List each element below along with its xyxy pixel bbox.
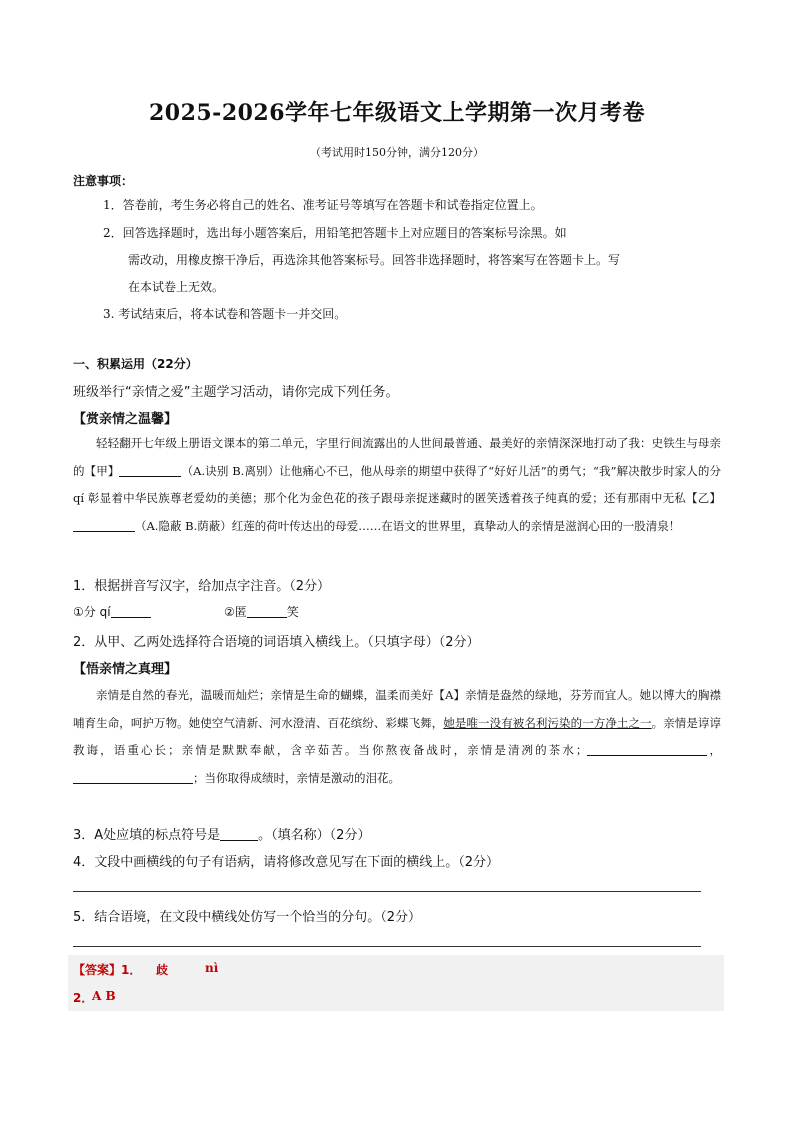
passage-1-text-a: 轻轻翻开七年级上册语文课本的第二单元，字里行间流露出的人世间最普通、最美好的亲情深深地打动了我：史铁生与母亲的【甲】: [73, 436, 721, 478]
passage-2: [73, 682, 721, 792]
answer-2-label: 2．: [73, 991, 94, 1005]
notice-item-2-line-2: 需改动，用橡皮擦干净后，再选涂其他答案标号。回答非选择题时，将答案写在答题卡上。写: [128, 253, 621, 267]
question-1-item-a: [73, 603, 151, 620]
question-2: 2．从甲、乙两处选择符合语境的词语填入横线上。（只填字母）（2分）: [73, 635, 480, 650]
notice-item-1: 1．答卷前，考生务必将自己的姓名、准考证号等填写在答题卡和试卷指定位置上。: [103, 198, 543, 212]
question-3-text-b: 。（填名称）（2分）: [258, 828, 371, 843]
answer-row-2: [68, 983, 724, 1011]
answer-label: 【答案】1．: [73, 963, 142, 977]
question-1-item-b: [224, 603, 299, 620]
passage-1: [73, 430, 721, 540]
answer-1-pinyin: nì: [205, 961, 219, 975]
passage-2-text-b: 。亲情是谆谆教诲，语重心长；亲情是默默奉献，含辛茹苦。当你熬夜备战时，亲情是清冽的茶水；: [73, 715, 722, 757]
answer-1-char: 歧: [156, 963, 169, 977]
answer-2-value: A B: [92, 989, 116, 1003]
notice-item-3: 3. 考试结束后，将本试卷和答题卡一并交回。: [103, 307, 347, 321]
question-3-text-a: 3．A处应填的标点符号是: [73, 828, 221, 843]
question-5: 5．结合语境，在文段中横线处仿写一个恰当的分句。（2分）: [73, 910, 422, 925]
exam-duration-note: （考试用时150分钟，满分120分）: [310, 146, 484, 159]
passage-2-text-d: ；当你取得成绩时，亲情是激动的泪花。: [193, 770, 400, 785]
question-4: 4．文段中画横线的句子有语病，请将修改意见写在下面的横线上。（2分）: [73, 855, 500, 870]
imitation-blank-2: [73, 769, 193, 784]
answer-blank: [220, 826, 258, 841]
answer-line: [73, 891, 701, 892]
passage-2-text-c: ，: [707, 743, 721, 757]
imitation-blank-1: [587, 741, 707, 756]
notice-heading: 注意事项：: [73, 174, 134, 188]
passage-1-text-c: （A.隐蔽 B.荫蔽）红莲的荷叶传达出的母爱……在语文的世界里，真挚动人的亲情是滋润心田的一股清泉！: [135, 518, 681, 533]
answer-blank: [247, 603, 287, 618]
passage-2-text-a: 亲情是自然的春光，温暖而灿烂；亲情是生命的蝴蝶，温柔而美好【A】亲情是盎然的绿地，芬芳而宜人。她以博大的胸襟哺育生命，呵护万物。她使空气清新、河水澄清、百花缤纷、彩蝶飞舞，: [73, 688, 721, 730]
question-1: 1．根据拼音写汉字，给加点字注音。（2分）: [73, 579, 331, 594]
underlined-sentence: 她是唯一没有被名利污染的一方净土之一: [443, 715, 652, 730]
question-3: [73, 824, 370, 843]
question-1-item-b-tail: 笑: [286, 605, 299, 619]
question-1-item-a-label: ①分 qí: [73, 605, 111, 619]
blank-jia: [119, 462, 181, 477]
notice-item-2-line-3: 在本试卷上无效。: [128, 280, 225, 294]
part-2-title: 【悟亲情之真理】: [73, 662, 178, 677]
question-1-item-b-label: ②匿: [224, 605, 247, 619]
notice-item-2-line-1: 2．回答选择题时，选出每小题答案后，用铅笔把答题卡上对应题目的答案标号涂黑。如: [103, 226, 567, 240]
section-intro: 班级举行“亲情之爱”主题学习活动，请你完成下列任务。: [73, 385, 399, 400]
part-1-title: 【赏亲情之温馨】: [73, 412, 178, 427]
section-heading: 一、积累运用（22分）: [73, 357, 198, 371]
answer-line: [73, 946, 701, 947]
page-title: 2025-2026学年七年级语文上学期第一次月考卷: [148, 100, 646, 126]
answer-blank: [111, 603, 151, 618]
passage-1-text-b: （A.诀别 B.离别）让他痛心不已，他从母亲的期望中获得了“好好儿活”的勇气；“我”解决散步时家人的分 qí 彰显着中华民族尊老爱幼的美德；那个化为金色花的孩子跟母亲捉迷藏时的匿笑透着孩子纯真的爱；还有那雨中无私【乙】: [73, 463, 722, 505]
blank-yi: [73, 517, 135, 532]
